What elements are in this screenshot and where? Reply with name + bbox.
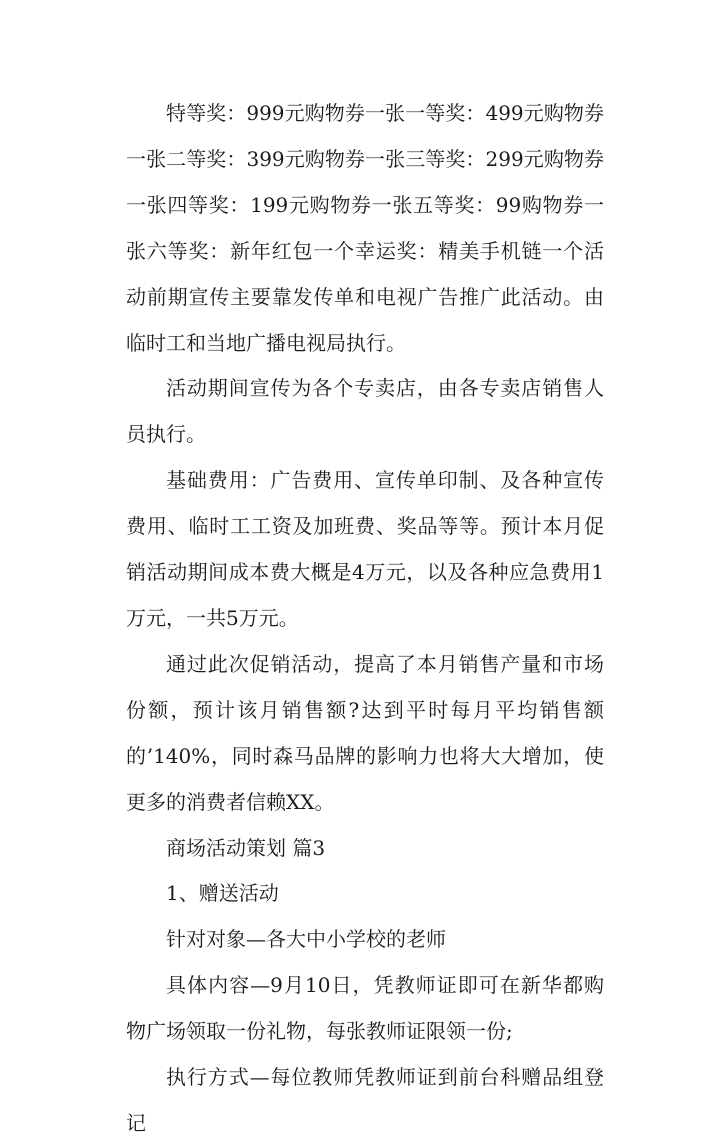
paragraph-promotion-staff: 活动期间宣传为各个专卖店，由各专卖店销售人员执行。	[126, 376, 604, 447]
document-page	[126, 91, 604, 1147]
target-audience-line: 针对对象—各大中小学校的老师	[166, 927, 446, 952]
paragraph-expected-results: 通过此次促销活动，提高了本月销售产量和市场份额，预计该月销售额?达到平时每月平均销售额的’140%，同时森马品牌的影响力也将大大增加，使更多的消费者信赖XX。	[126, 651, 604, 814]
section-heading: 商场活动策划 篇3	[166, 835, 326, 860]
paragraph-execution: 执行方式—每位教师凭教师证到前台科赠品组登记	[126, 1065, 604, 1135]
subsection-heading: 1、赠送活动	[166, 881, 279, 906]
paragraph-prizes: 特等奖：999元购物券一张一等奖：499元购物券一张二等奖：399元购物券一张三等奖：299元购物券一张四等奖：199元购物券一张五等奖：99购物券一张六等奖：新年红包一个幸运奖：精美手机链一个活动前期宣传主要靠发传单和电视广告推广此活动。由临时工和当地广播电视局执行。	[126, 101, 604, 355]
paragraph-costs: 基础费用：广告费用、宣传单印制、及各种宣传费用、临时工工资及加班费、奖品等等。预计本月促销活动期间成本费大概是4万元，以及各种应急费用1万元，一共5万元。	[126, 468, 604, 630]
paragraph-details: 具体内容—9月10日，凭教师证即可在新华都购物广场领取一份礼物，每张教师证限领一份;	[126, 973, 604, 1044]
